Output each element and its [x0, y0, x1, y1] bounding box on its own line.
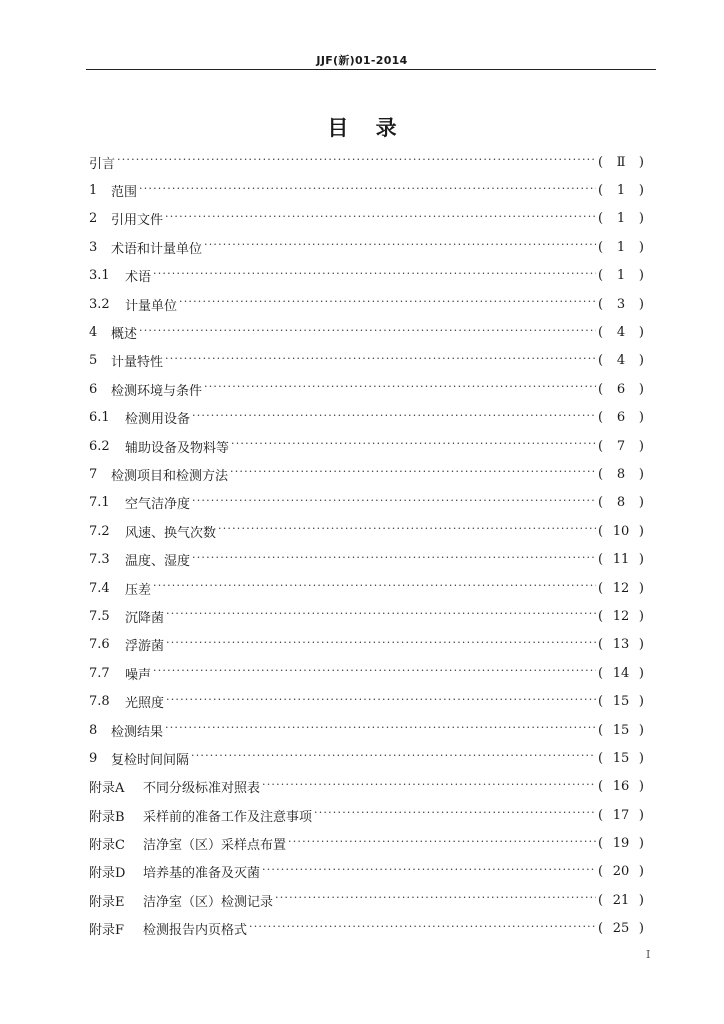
toc-entry-label: 辅助设备及物料等 — [125, 440, 230, 456]
dot-leader — [153, 580, 596, 596]
toc-entry[interactable] — [89, 290, 644, 318]
toc-entry-label: 引用文件 — [111, 213, 164, 229]
toc-entry-page-number: 8 — [616, 466, 626, 482]
toc-entry-number: 附录C — [89, 838, 125, 854]
toc-entry[interactable] — [89, 347, 644, 375]
toc-entry-page-number: 19 — [612, 836, 630, 852]
toc-entry[interactable] — [89, 262, 644, 290]
toc-entry-label: 洁净室（区）检测记录 — [143, 894, 274, 910]
dot-leader — [275, 892, 596, 908]
toc-entry-number: 附录B — [89, 809, 125, 825]
toc-entry[interactable] — [89, 886, 644, 914]
toc-entry-page: ( 10 ) — [598, 523, 644, 539]
dot-leader — [191, 750, 596, 766]
toc-entry[interactable] — [89, 574, 644, 602]
toc-entry[interactable] — [89, 687, 644, 715]
toc-entry[interactable] — [89, 915, 644, 943]
toc-entry-page: ( 21 ) — [598, 892, 644, 908]
toc-entry-page-number: 4 — [616, 325, 626, 341]
toc-entry-page-number: 20 — [612, 864, 630, 880]
toc-entry-page: ( 16 ) — [598, 779, 644, 795]
dot-leader — [165, 211, 596, 227]
dot-leader — [192, 552, 596, 568]
toc-entry[interactable] — [89, 716, 644, 744]
dot-leader — [192, 495, 596, 511]
toc-entry-label: 复检时间间隔 — [111, 752, 190, 768]
toc-entry-page-number: 7 — [616, 438, 626, 454]
toc-entry-label: 浮游菌 — [125, 639, 165, 655]
toc-entry-page: ( 1 ) — [598, 183, 644, 199]
dot-leader — [166, 694, 596, 710]
toc-entry-number: 1 — [89, 183, 98, 199]
toc-entry-page-number: 17 — [612, 807, 630, 823]
toc-entry[interactable] — [89, 233, 644, 261]
toc-entry-page: ( 8 ) — [598, 466, 644, 482]
toc-entry-number: 7.4 — [89, 580, 110, 596]
dot-leader — [249, 921, 596, 937]
toc-entry-label: 检测用设备 — [125, 412, 191, 428]
toc-entry-number: 7.7 — [89, 665, 110, 681]
toc-entry-page: ( 4 ) — [598, 325, 644, 341]
toc-entry-page: ( 11 ) — [598, 552, 644, 568]
toc-entry-number: 7.3 — [89, 552, 110, 568]
toc-entry-page-number: 1 — [616, 268, 626, 284]
toc-entry[interactable] — [89, 829, 644, 857]
toc-entry-page: ( 1 ) — [598, 239, 644, 255]
toc-entry-page-number: 1 — [616, 239, 626, 255]
toc-entry[interactable] — [89, 517, 644, 545]
toc-entry-page: ( 17 ) — [598, 807, 644, 823]
dot-leader — [230, 466, 596, 482]
toc-entry[interactable] — [89, 205, 644, 233]
toc-entry-label: 检测项目和检测方法 — [111, 468, 229, 484]
toc-entry-label: 概述 — [111, 327, 138, 343]
toc-entry-number: 附录E — [89, 894, 125, 910]
toc-entry-number: 3 — [89, 239, 98, 255]
toc-entry-label: 光照度 — [125, 696, 165, 712]
toc-entry-page: ( 8 ) — [598, 495, 644, 511]
toc-entry-label: 温度、湿度 — [125, 554, 191, 570]
dot-leader — [204, 239, 596, 255]
dot-leader — [117, 154, 596, 170]
toc-entry-number: 7 — [89, 466, 98, 482]
toc-entry-page: ( 13 ) — [598, 637, 644, 653]
dot-leader — [262, 779, 596, 795]
toc-entry-page-number: 16 — [612, 779, 630, 795]
toc-entry-page: ( 15 ) — [598, 694, 644, 710]
toc-entry[interactable] — [89, 148, 644, 176]
toc-entry-label: 范围 — [111, 185, 138, 201]
toc-entry[interactable] — [89, 801, 644, 829]
toc-entry[interactable] — [89, 659, 644, 687]
toc-entry-number: 2 — [89, 211, 98, 227]
toc-entry-label: 沉降菌 — [125, 610, 165, 626]
toc-entry[interactable] — [89, 545, 644, 573]
dot-leader — [166, 608, 596, 624]
toc-entry-label: 空气洁净度 — [125, 497, 191, 513]
toc-entry-page-number: 11 — [612, 552, 630, 568]
dot-leader — [139, 325, 596, 341]
toc-entry-page-number: 12 — [612, 580, 630, 596]
toc-entry-number: 3.1 — [89, 268, 110, 284]
table-of-contents — [89, 148, 644, 943]
toc-entry-number: 4 — [89, 325, 98, 341]
toc-entry-label: 引言 — [89, 156, 116, 172]
toc-entry[interactable] — [89, 773, 644, 801]
toc-entry[interactable] — [89, 176, 644, 204]
toc-entry-label: 检测报告内页格式 — [143, 923, 248, 939]
toc-entry[interactable] — [89, 744, 644, 772]
toc-entry-number: 6 — [89, 381, 98, 397]
toc-entry-page-number: 15 — [612, 722, 630, 738]
toc-entry-number: 8 — [89, 722, 98, 738]
dot-leader — [204, 381, 596, 397]
toc-entry-number: 7.1 — [89, 495, 110, 511]
toc-entry-page-number: Ⅱ — [616, 154, 626, 170]
toc-entry-page-number: 8 — [616, 495, 626, 511]
dot-leader — [166, 637, 596, 653]
toc-entry-number: 7.5 — [89, 608, 110, 624]
toc-entry-page: ( 12 ) — [598, 608, 644, 624]
toc-entry[interactable] — [89, 432, 644, 460]
toc-entry-page-number: 21 — [612, 892, 630, 908]
toc-entry[interactable] — [89, 631, 644, 659]
toc-entry-page-number: 6 — [616, 410, 626, 426]
toc-entry-number: 附录A — [89, 781, 125, 797]
toc-entry[interactable] — [89, 858, 644, 886]
toc-entry-number: 附录D — [89, 866, 126, 882]
toc-entry-label: 洁净室（区）采样点布置 — [143, 838, 287, 854]
toc-entry-page-number: 6 — [616, 381, 626, 397]
toc-entry-page: ( 7 ) — [598, 438, 644, 454]
dot-leader — [288, 836, 596, 852]
toc-entry-page-number: 1 — [616, 183, 626, 199]
toc-entry-label: 不同分级标准对照表 — [143, 781, 261, 797]
toc-entry-page: ( 14 ) — [598, 665, 644, 681]
toc-entry-label: 计量特性 — [111, 355, 164, 371]
toc-entry-page: ( 6 ) — [598, 381, 644, 397]
toc-entry-label: 采样前的准备工作及注意事项 — [143, 809, 313, 825]
dot-leader — [139, 183, 596, 199]
toc-entry-number: 6.2 — [89, 438, 110, 454]
toc-entry-page: ( 20 ) — [598, 864, 644, 880]
toc-entry[interactable] — [89, 602, 644, 630]
toc-entry-label: 培养基的准备及灭菌 — [143, 866, 261, 882]
toc-entry-number: 7.8 — [89, 694, 110, 710]
toc-entry-page-number: 15 — [612, 750, 630, 766]
toc-entry-number: 6.1 — [89, 410, 110, 426]
toc-entry-number: 7.2 — [89, 523, 110, 539]
toc-entry-page: ( 15 ) — [598, 722, 644, 738]
toc-entry-label: 压差 — [125, 582, 152, 598]
toc-entry-label: 术语和计量单位 — [111, 241, 203, 257]
dot-leader — [153, 268, 596, 284]
toc-entry-label: 检测结果 — [111, 724, 164, 740]
document-code: JJF(新)01-2014 — [316, 54, 408, 67]
toc-entry-page-number: 15 — [612, 694, 630, 710]
dot-leader — [192, 410, 596, 426]
toc-entry-page: ( 3 ) — [598, 296, 644, 312]
toc-entry-number: 9 — [89, 750, 98, 766]
toc-entry-label: 检测环境与条件 — [111, 383, 203, 399]
toc-entry[interactable] — [89, 460, 644, 488]
toc-entry[interactable] — [89, 404, 644, 432]
toc-entry-number: 3.2 — [89, 296, 110, 312]
dot-leader — [262, 864, 596, 880]
dot-leader — [218, 523, 596, 539]
page-number: I — [646, 948, 651, 961]
dot-leader — [165, 353, 596, 369]
dot-leader — [165, 722, 596, 738]
dot-leader — [179, 296, 596, 312]
toc-entry[interactable] — [89, 489, 644, 517]
toc-entry[interactable] — [89, 375, 644, 403]
toc-entry-page: ( 1 ) — [598, 211, 644, 227]
toc-entry-label: 噪声 — [125, 667, 152, 683]
toc-entry-page: ( 19 ) — [598, 836, 644, 852]
toc-entry-page-number: 13 — [612, 637, 630, 653]
toc-entry-page-number: 12 — [612, 608, 630, 624]
toc-entry-label: 风速、换气次数 — [125, 525, 217, 541]
toc-entry-page: ( 1 ) — [598, 268, 644, 284]
toc-entry-number: 5 — [89, 353, 98, 369]
toc-entry-number: 7.6 — [89, 637, 110, 653]
dot-leader — [153, 665, 596, 681]
toc-entry-page: ( 4 ) — [598, 353, 644, 369]
toc-entry-page-number: 25 — [612, 921, 630, 937]
page-title: 目 录 — [327, 116, 407, 140]
toc-entry-page-number: 10 — [612, 523, 630, 539]
toc-entry-label: 计量单位 — [125, 298, 178, 314]
toc-entry-page: ( Ⅱ ) — [598, 154, 644, 170]
toc-entry-page: ( 6 ) — [598, 410, 644, 426]
toc-entry-page-number: 1 — [616, 211, 626, 227]
header-rule — [86, 69, 656, 70]
toc-entry-page-number: 4 — [616, 353, 626, 369]
dot-leader — [231, 438, 596, 454]
toc-entry-page: ( 12 ) — [598, 580, 644, 596]
dot-leader — [314, 807, 596, 823]
toc-entry-page: ( 25 ) — [598, 921, 644, 937]
toc-entry-page-number: 14 — [612, 665, 630, 681]
toc-entry-page: ( 15 ) — [598, 750, 644, 766]
toc-entry[interactable] — [89, 318, 644, 346]
toc-entry-page-number: 3 — [616, 296, 626, 312]
toc-entry-number: 附录F — [89, 923, 125, 939]
toc-entry-label: 术语 — [125, 270, 152, 286]
